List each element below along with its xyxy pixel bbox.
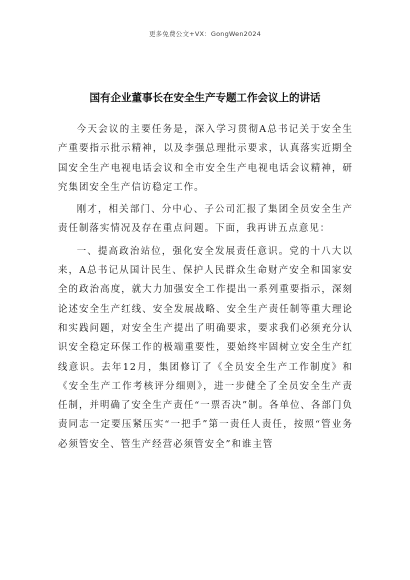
document-title: 国有企业董事长在安全生产专题工作会议上的讲话 (89, 92, 321, 104)
document-body (58, 120, 353, 457)
paragraph-transition: 刚才，相关部门、分中心、子公司汇报了集团全员安全生产责任制落实情况及存在重点问题。下面，我再讲五点意见： (58, 204, 353, 235)
paragraph-intro: 今天会议的主要任务是，深入学习贯彻A总书记关于安全生产重要指示批示精神，以及李强总理批示要求，认真落实近期全国安全生产电视电话会议和全市安全生产电视电话会议精神，研究集团安全生产信访稳定工作。 (58, 124, 353, 193)
paragraph-point-one: 一、提高政治站位，强化安全发展责任意识。党的十八大以来，A总书记从国计民生、保护人民群众生命财产安全和国家安全的政治高度，就大力加强安全工作提出一系列重要指示，深刻论述安全生产红线、安全发展战略、安全生产责任制等重大理论和实践问题，对安全生产提出了明确要求，要求我们必须充分认识安全稳定环保工作的极端重要性，要始终牢固树立安全生产红线意识。去年12月，集团修订了《全员安全生产工作制度》和《安全生产工作考核评分细则》，进一步健全了全员安全生产责任制，并明确了安全生产责任“一票否决”制。各单位、各部门负责同志一定要压紧压实“一把手”第一责任人责任，按照“管业务必须管安全、管生产经营必须管安全”和谁主管 (58, 245, 353, 450)
header-watermark: 更多免费公文+VX：GongWen2024 (148, 30, 261, 38)
